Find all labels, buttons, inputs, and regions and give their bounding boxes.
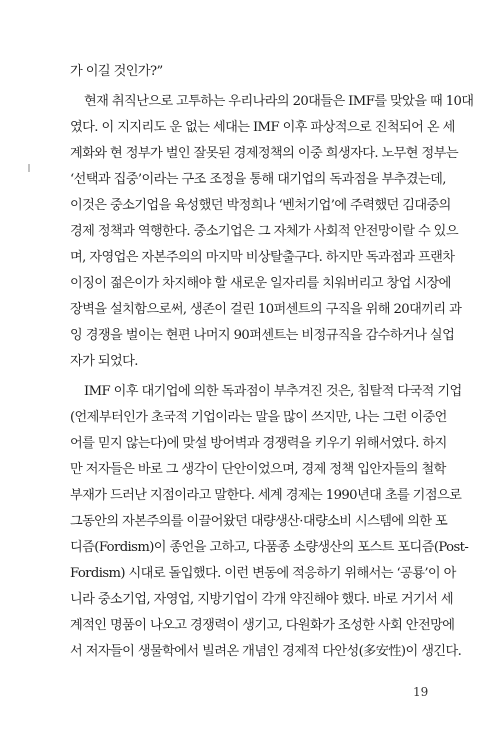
- text-line: 부재가 드러난 지점이라고 말한다. 세계 경제는 1990년대 초를 기점으로: [70, 488, 462, 503]
- page-number: 19: [413, 685, 429, 699]
- text-line: 계화와 현 정부가 벌인 잘못된 경제정책의 이중 희생자다. 노무현 정부는: [70, 146, 458, 161]
- text-line: 서 저자들이 생물학에서 빌려온 개념인 경제적 다안성(多安性)이 생긴다.: [70, 644, 462, 659]
- text-line: 경제 정책과 역행한다. 중소기업은 그 자체가 사회적 안전망이랄 수 있으: [70, 224, 458, 239]
- text-line: 장벽을 설치함으로써, 생존이 걸린 10퍼센트의 구직을 위해 20대끼리 과: [70, 302, 462, 317]
- text-line: 잉 경쟁을 벌이는 현편 나머지 90퍼센트는 비정규직을 감수하거나 실업: [70, 328, 455, 343]
- text-line: 자가 되었다.: [70, 354, 138, 369]
- paragraph-start-line: IMF 이후 대기업에 의한 독과점이 부추겨진 것은, 침탈적 다국적 기업: [84, 384, 462, 399]
- text-line: (언제부터인가 초국적 기업이라는 말을 많이 쓰지만, 나는 그런 이중언: [70, 410, 447, 425]
- margin-mark: [28, 164, 30, 172]
- text-line: 이징이 젊은이가 차지해야 할 새로운 일자리를 치워버리고 창업 시장에: [70, 276, 451, 291]
- text-line: 계적인 명품이 나오고 경쟁력이 생기고, 다원화가 조성한 사회 안전망에: [70, 618, 455, 633]
- text-line: 며, 자영업은 자본주의의 마지막 비상탈출구다. 하지만 독과점과 프랜차: [70, 250, 455, 265]
- text-line: 니라 중소기업, 자영업, 지방기업이 각개 약진해야 했다. 바로 거기서 세: [70, 592, 453, 607]
- text-line: 만 저자들은 바로 그 생각이 단안이었으며, 경제 정책 입안자들의 철학: [70, 462, 446, 477]
- text-line: 그동안의 자본주의를 이끌어왔던 대량생산·대량소비 시스템에 의한 포: [70, 514, 448, 529]
- text-line: 가 이길 것인가?”: [70, 64, 163, 79]
- text-line: ‘선택과 집중’이라는 구조 조정을 통해 대기업의 독과점을 부추겼는데,: [70, 172, 446, 187]
- text-line: 이것은 중소기업을 육성했던 박정희나 ‘벤처기업’에 주력했던 김대중의: [70, 198, 451, 213]
- text-line: Fordism) 시대로 돌입했다. 이런 변동에 적응하기 위해서는 ‘공룡’이 아: [70, 566, 456, 581]
- text-line: 디즘(Fordism)이 종언을 고하고, 다품종 소량생산의 포스트 포디즘(Post-: [70, 540, 469, 555]
- text-line: 였다. 이 지지리도 운 없는 세대는 IMF 이후 파상적으로 진척되어 온 세: [70, 120, 455, 135]
- paragraph-start-line: 현재 취직난으로 고투하는 우리나라의 20대들은 IMF를 맞았을 때 10대: [84, 94, 474, 109]
- text-line: 어를 믿지 않는다)에 맞설 방어벽과 경쟁력을 키우기 위해서였다. 하지: [70, 436, 447, 451]
